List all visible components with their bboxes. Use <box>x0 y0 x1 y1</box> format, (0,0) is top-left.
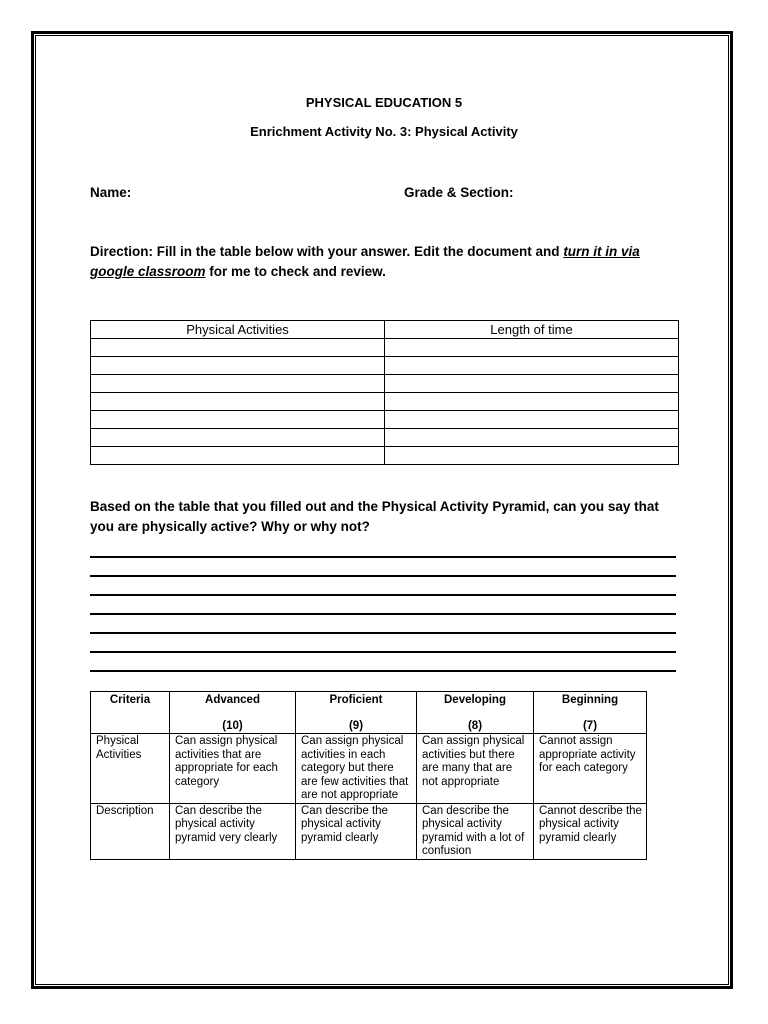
rubric-header-developing <box>417 692 534 734</box>
table-row <box>91 429 679 447</box>
table-row <box>91 357 679 375</box>
rubric-header-label: Criteria <box>109 694 151 706</box>
rubric-header-points: (8) <box>467 719 483 732</box>
table-row <box>91 339 679 357</box>
rubric-header-row <box>91 692 647 734</box>
document-subtitle: Enrichment Activity No. 3: Physical Activity <box>250 124 518 139</box>
answer-line[interactable] <box>90 651 676 653</box>
rubric-header-advanced <box>170 692 296 734</box>
direction-suffix: for me to check and review. <box>205 264 386 279</box>
rubric-header-label: Beginning <box>561 694 619 706</box>
activity-table-header <box>91 321 679 339</box>
answer-line[interactable] <box>90 556 676 558</box>
column-header-length-of-time: Length of time <box>385 321 679 339</box>
answer-line[interactable] <box>90 575 676 577</box>
time-cell[interactable] <box>385 429 679 447</box>
direction-prefix: Direction: Fill in the table below with your answer. Edit the document and <box>90 244 564 259</box>
rubric-cell: Can describe the physical activity pyramid clearly <box>296 803 417 859</box>
rubric-header-points: (10) <box>222 719 243 732</box>
activity-cell[interactable] <box>91 339 385 357</box>
table-row <box>91 803 647 859</box>
turn-in-link[interactable]: turn it in via google classroom <box>90 244 640 279</box>
rubric-header-label: Advanced <box>205 694 260 706</box>
rubric-cell: Cannot describe the physical activity pyramid clearly <box>534 803 647 859</box>
rubric-cell: Can assign physical activities that are appropriate for each category <box>170 734 296 804</box>
time-cell[interactable] <box>385 339 679 357</box>
table-row <box>91 393 679 411</box>
rubric-criteria-cell: Description <box>91 803 170 859</box>
reflection-question: Based on the table that you filled out and the Physical Activity Pyramid, can you say that you are physically active? Why or why not? <box>90 499 659 534</box>
rubric-cell: Can assign physical activities but there are many that are not appropriate <box>417 734 534 804</box>
rubric-header-points: (9) <box>348 719 364 732</box>
answer-line[interactable] <box>90 670 676 672</box>
activity-cell[interactable] <box>91 447 385 465</box>
grade-section-label: Grade & Section: <box>404 185 514 200</box>
table-row <box>91 447 679 465</box>
table-row <box>91 411 679 429</box>
activity-cell[interactable] <box>91 375 385 393</box>
rubric-cell: Can describe the physical activity pyramid with a lot of confusion <box>417 803 534 859</box>
table-row <box>91 375 679 393</box>
activity-cell[interactable] <box>91 393 385 411</box>
document-title: PHYSICAL EDUCATION 5 <box>305 95 463 110</box>
rubric-cell: Can describe the physical activity pyramid very clearly <box>170 803 296 859</box>
time-cell[interactable] <box>385 357 679 375</box>
answer-lines[interactable] <box>90 556 676 689</box>
rubric-criteria-cell: Physical Activities <box>91 734 170 804</box>
activity-cell[interactable] <box>91 429 385 447</box>
activity-cell[interactable] <box>91 411 385 429</box>
answer-line[interactable] <box>90 632 676 634</box>
answer-line[interactable] <box>90 613 676 615</box>
answer-line[interactable] <box>90 594 676 596</box>
time-cell[interactable] <box>385 393 679 411</box>
rubric-header-beginning <box>534 692 647 734</box>
rubric-header-criteria <box>91 692 170 734</box>
activity-cell[interactable] <box>91 357 385 375</box>
time-cell[interactable] <box>385 375 679 393</box>
rubric-table <box>90 691 647 860</box>
rubric-cell: Can assign physical activities in each category but there are few activities that are not appropriate <box>296 734 417 804</box>
rubric-header-proficient <box>296 692 417 734</box>
table-row <box>91 734 647 804</box>
rubric-header-points: (7) <box>582 719 598 732</box>
rubric-header-label: Developing <box>444 694 506 706</box>
name-label: Name: <box>90 185 132 200</box>
rubric-cell: Cannot assign appropriate activity for each category <box>534 734 647 804</box>
direction-text <box>90 242 680 282</box>
rubric-header-label: Proficient <box>329 694 383 706</box>
time-cell[interactable] <box>385 411 679 429</box>
time-cell[interactable] <box>385 447 679 465</box>
activity-table <box>90 320 679 465</box>
column-header-physical-activities: Physical Activities <box>91 321 385 339</box>
